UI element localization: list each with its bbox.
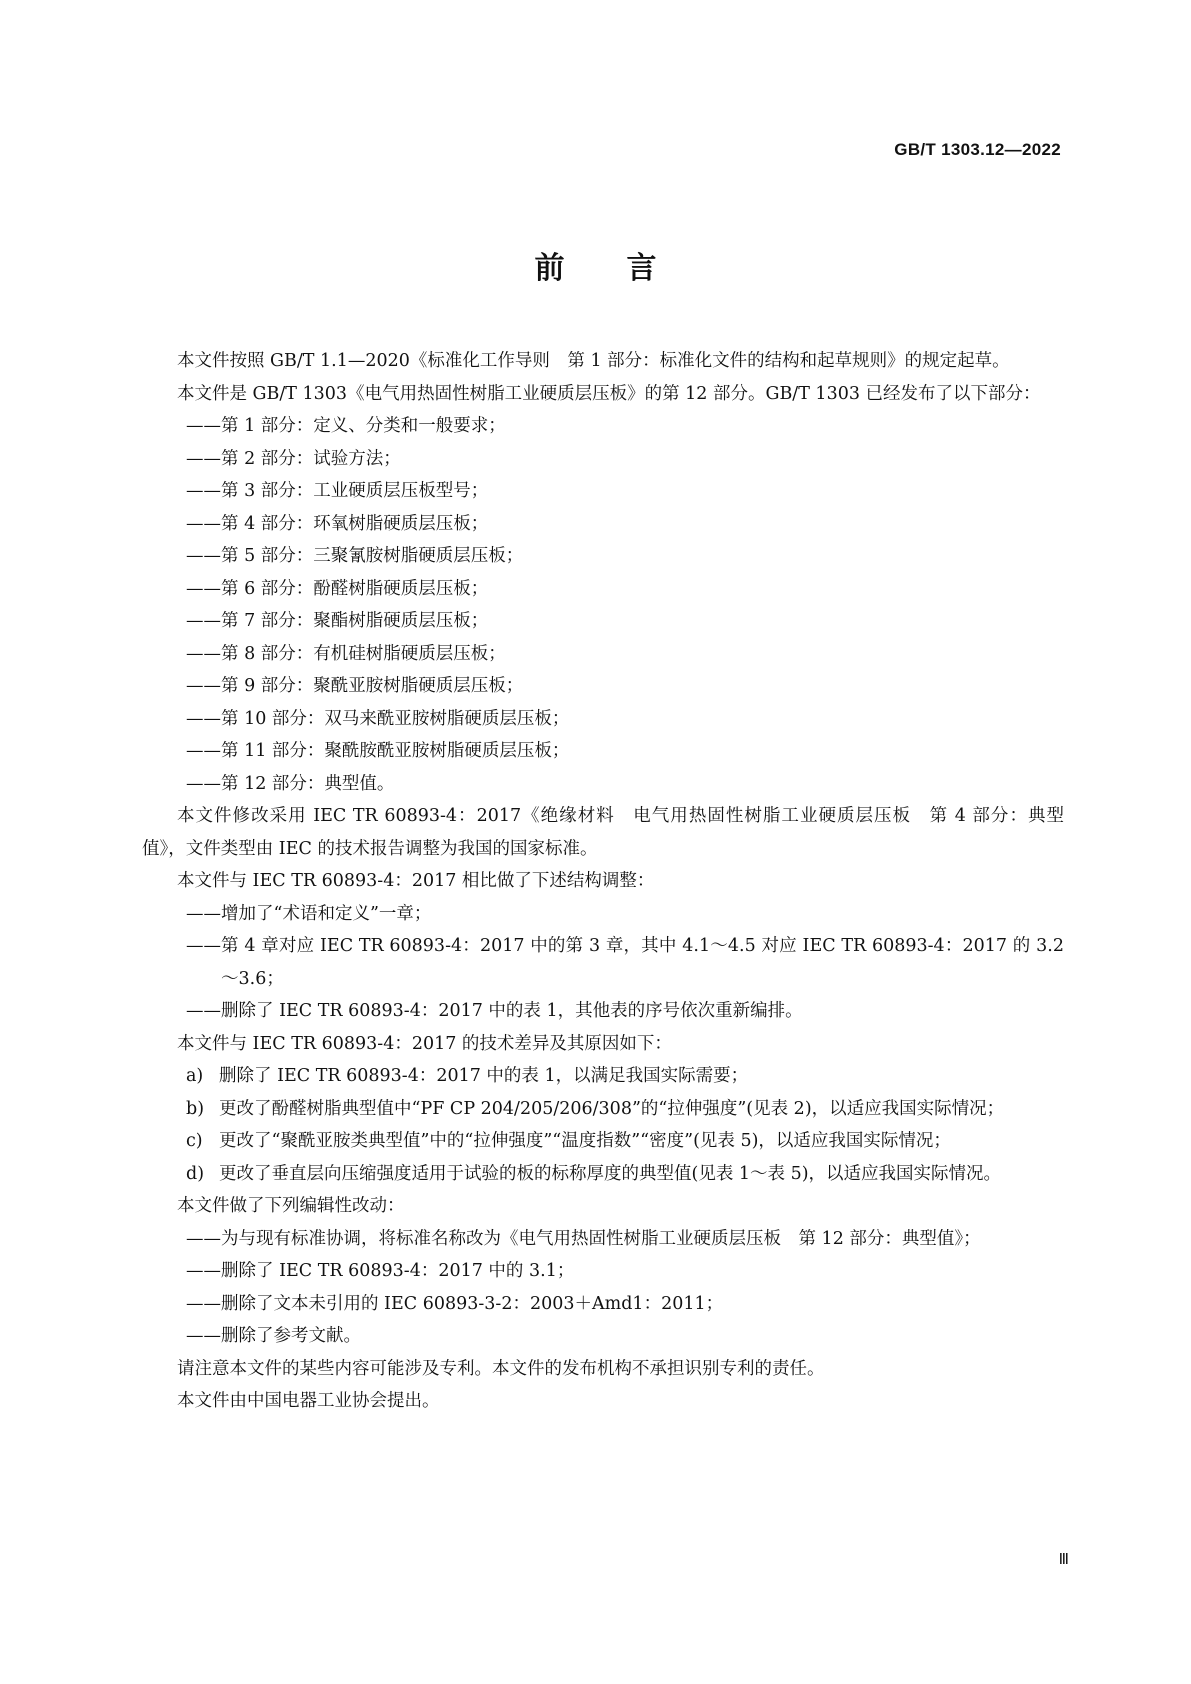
list-item: —— 第 11 部分：聚酰胺酰亚胺树脂硬质层压板； xyxy=(186,741,570,761)
list-item: —— 删除了参考文献。 xyxy=(186,1326,361,1346)
parts-list xyxy=(142,410,1064,800)
list-item: b) 更改了酚醛树脂典型值中“PF CP 204/205/206/308”的“拉伸强度”(见表 2)，以适应我国实际情况； xyxy=(186,1098,1005,1119)
list-item: c) 更改了“聚酰亚胺类典型值”中的“拉伸强度”“温度指数”“密度”(见表 5)，以适应我国实际情况； xyxy=(186,1131,951,1151)
list-item: —— 第 10 部分：双马来酰亚胺树脂硬质层压板； xyxy=(186,708,570,729)
paragraph-series-intro: 本文件是 GB/T 1303《电气用热固性树脂工业硬质层压板》的第 12 部分。GB/T 1303 已经发布了以下部分： xyxy=(177,383,1041,404)
structure-changes-list xyxy=(142,898,1064,1028)
document-body xyxy=(142,345,1064,1418)
list-item: —— 增加了“术语和定义”一章； xyxy=(186,903,432,924)
page-number: Ⅲ xyxy=(1058,1552,1069,1568)
list-item: —— 第 9 部分：聚酰亚胺树脂硬质层压板； xyxy=(186,676,524,696)
list-item: —— 第 8 部分：有机硅树脂硬质层压板； xyxy=(186,643,506,664)
tech-diffs-list xyxy=(142,1060,1064,1190)
list-item: —— 第 7 部分：聚酯树脂硬质层压板； xyxy=(186,611,489,631)
list-item: —— 第 6 部分：酚醛树脂硬质层压板； xyxy=(186,578,489,599)
list-item: —— 第 4 部分：环氧树脂硬质层压板； xyxy=(186,513,489,534)
list-item: —— 第 4 章对应 IEC TR 60893-4：2017 中的第 3 章，其中 4.1～4.5 对应 IEC TR 60893-4：2017 的 3.2～3.6； xyxy=(186,936,1064,989)
list-item: —— 第 12 部分：典型值。 xyxy=(186,773,395,794)
list-item: —— 删除了文本未引用的 IEC 60893-3-2：2003＋Amd1：2011； xyxy=(186,1293,724,1314)
paragraph-tech-diff-intro: 本文件与 IEC TR 60893-4：2017 的技术差异及其原因如下： xyxy=(177,1033,672,1054)
paragraph-editorial-intro: 本文件做了下列编辑性改动： xyxy=(177,1196,405,1216)
paragraph-drafting-rules: 本文件按照 GB/T 1.1—2020《标准化工作导则 第 1 部分：标准化文件的结构和起草规则》的规定起草。 xyxy=(177,351,1010,371)
paragraph-proposer: 本文件由中国电器工业协会提出。 xyxy=(177,1391,440,1411)
list-item: —— 删除了 IEC TR 60893-4：2017 中的 3.1； xyxy=(186,1261,575,1281)
list-item: d) 更改了垂直层向压缩强度适用于试验的板的标称厚度的典型值(见表 1～表 5)，以适应我国实际情况。 xyxy=(186,1163,1002,1184)
paragraph-patent-notice: 请注意本文件的某些内容可能涉及专利。本文件的发布机构不承担识别专利的责任。 xyxy=(177,1358,825,1379)
paragraph-adoption: 本文件修改采用 IEC TR 60893-4：2017《绝缘材料 电气用热固性树脂工业硬质层压板 第 4 部分：典型值》，文件类型由 IEC 的技术报告调整为我国的国家标准。 xyxy=(142,806,1064,859)
editorial-changes-list xyxy=(142,1223,1064,1353)
list-item: a) 删除了 IEC TR 60893-4：2017 中的表 1，以满足我国实际需要； xyxy=(186,1066,749,1086)
list-item: —— 第 2 部分：试验方法； xyxy=(186,448,401,469)
list-item: —— 第 3 部分：工业硬质层压板型号； xyxy=(186,481,489,501)
standard-number: GB/T 1303.12—2022 xyxy=(894,140,1061,159)
list-item: —— 第 5 部分：三聚氰胺树脂硬质层压板； xyxy=(186,546,524,566)
paragraph-structure-intro: 本文件与 IEC TR 60893-4：2017 相比做了下述结构调整： xyxy=(177,871,655,891)
list-item: —— 为与现有标准协调，将标准名称改为《电气用热固性树脂工业硬质层压板 第 12 部分：典型值》； xyxy=(186,1228,981,1249)
list-item: —— 删除了 IEC TR 60893-4：2017 中的表 1，其他表的序号依次重新编排。 xyxy=(186,1001,803,1021)
page-title: 前言 xyxy=(534,251,719,286)
list-item: —— 第 1 部分：定义、分类和一般要求； xyxy=(186,416,506,436)
